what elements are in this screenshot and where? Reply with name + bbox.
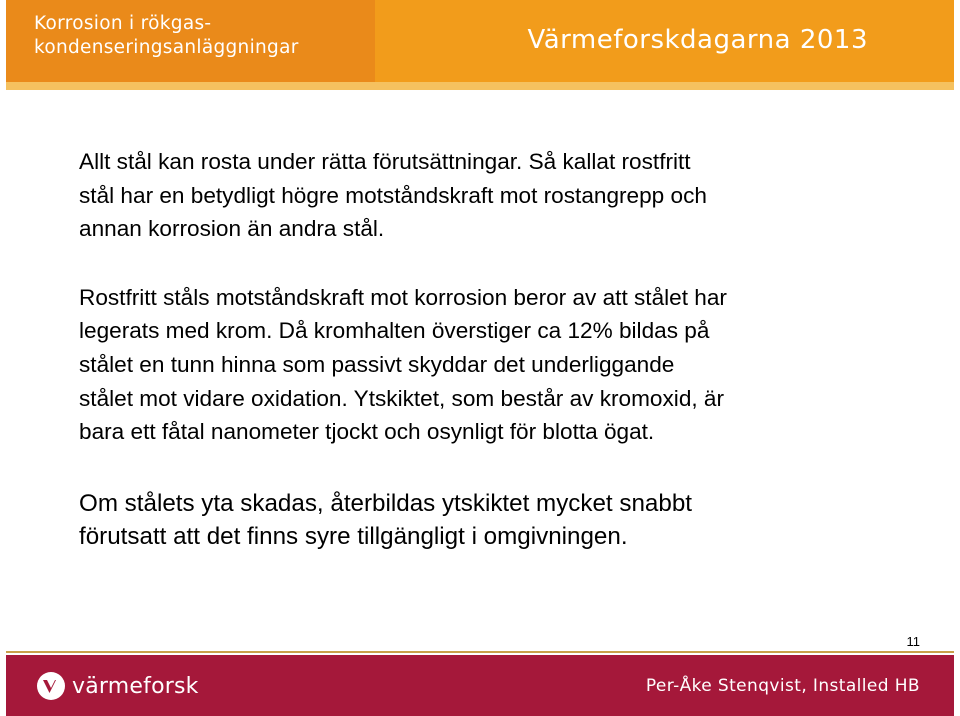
event-title: Värmeforskdagarna 2013 <box>527 25 868 55</box>
paragraph-3: Om stålets yta skadas, återbildas ytskiktet mycket snabbt förutsatt att det finns syre tillgängligt i omgivningen. <box>79 489 692 551</box>
slide-footer <box>6 655 954 716</box>
varmeforsk-logo <box>36 669 199 703</box>
slide-header <box>6 0 954 82</box>
logo-wordmark: värmeforsk <box>72 673 199 699</box>
paragraph-2: Rostfritt ståls motståndskraft mot korrosion beror av att stålet har legerats med krom. Då kromhalten överstiger ca 12% bildas på stålet en tunn hinna som passivt skyddar det underliggande stålet mot vidare oxidation. Ytskiktet, som består av kromoxid, är bara ett fåtal nanometer tjockt och osynligt för blotta ögat. <box>79 284 727 445</box>
varmeforsk-logo-icon <box>36 671 66 701</box>
slide-body <box>79 145 899 554</box>
paragraph-1: Allt stål kan rosta under rätta förutsättningar. Så kallat rostfritt stål har en betydligt högre motståndskraft mot rostangrepp och annan korrosion än andra stål. <box>79 149 707 242</box>
header-stripe <box>6 82 954 90</box>
footer-rule <box>6 651 954 653</box>
presentation-topic: Korrosion i rökgas- kondenseringsanläggningar <box>34 13 299 58</box>
header-left-panel <box>6 0 375 82</box>
page-number: 11 <box>906 634 920 649</box>
author-credit: Per-Åke Stenqvist, Installed HB <box>645 676 920 696</box>
